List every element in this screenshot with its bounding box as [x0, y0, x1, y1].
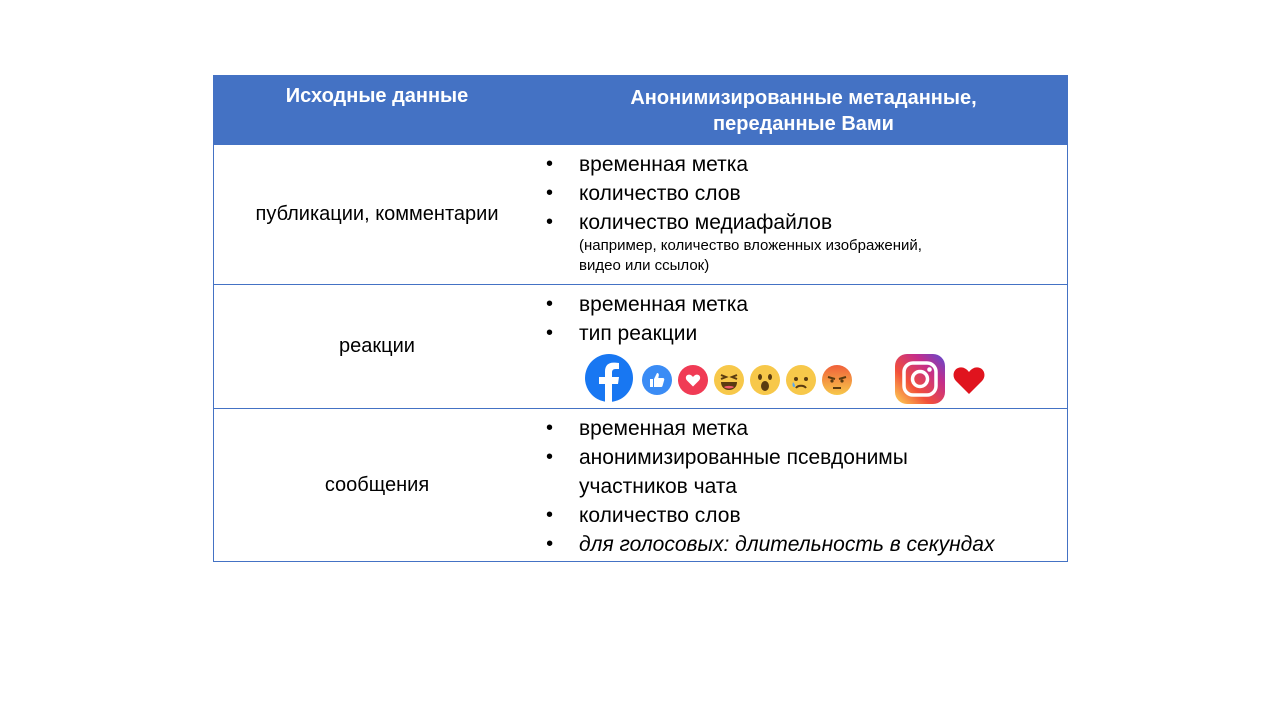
like-icon [642, 365, 672, 395]
media-note-line-2: видео или ссылок) [579, 257, 710, 274]
list-item-line-1: • анонимизированные псевдонимы [579, 446, 908, 469]
instagram-logo-icon [895, 354, 945, 404]
haha-icon [714, 365, 744, 395]
list-item: • для голосовых: длительность в секундах [544, 530, 1067, 559]
header-source-data: Исходные данные [285, 85, 469, 107]
header-line-1: Анонимизированные метаданные, [630, 87, 977, 109]
table-row-posts [214, 144, 1067, 284]
media-note-line-1: (например, количество вложенных изображений, [579, 237, 922, 254]
header-anonymized-metadata [540, 76, 1067, 144]
sad-icon [786, 365, 816, 395]
love-icon [678, 365, 708, 395]
list-item: • тип реакции [544, 319, 1067, 348]
list-item: • временная метка [544, 150, 1067, 179]
metadata-table [213, 75, 1068, 562]
list-item: • временная метка [544, 290, 1067, 319]
angry-icon [822, 365, 852, 395]
list-item [544, 443, 1067, 501]
list-item: • количество слов [544, 179, 1067, 208]
heart-icon [952, 365, 986, 395]
table-row-reactions [214, 284, 1067, 408]
row-label: сообщения [324, 473, 430, 496]
table-row-messages [214, 408, 1067, 561]
facebook-logo-icon [584, 353, 634, 403]
table-header [214, 76, 1067, 144]
list-item: • количество слов [544, 501, 1067, 530]
wow-icon [750, 365, 780, 395]
reaction-icons [544, 348, 1067, 408]
row-label: реакции [339, 335, 415, 357]
list-item-line-2: участников чата [579, 475, 737, 498]
list-item: • временная метка [544, 414, 1067, 443]
list-item-text: количество медиафайлов [579, 211, 833, 234]
row-details [214, 285, 1067, 408]
header-line-2: переданные Вами [713, 113, 894, 135]
row-label: публикации, комментарии [255, 203, 499, 225]
row-details [214, 409, 1067, 561]
list-item [544, 208, 1067, 277]
row-details [214, 145, 1067, 284]
